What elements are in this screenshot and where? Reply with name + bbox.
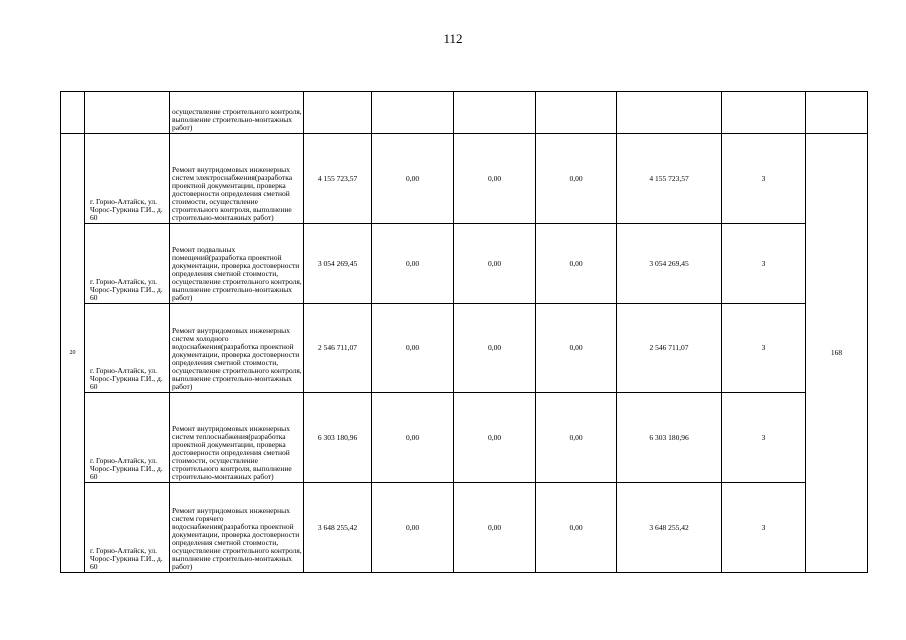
work-description-cell: Ремонт внутридомовых инженерных систем горячего водоснабжения(разработка проектной документации, проверка достоверности определения сметной стоимости, осуществление строительного контроля, выполнение строительно-монтажных работ): [170, 483, 304, 573]
work-description-cell: Ремонт внутридомовых инженерных систем холодного водоснабжения(разработка проектной документации, проверка достоверности определения сметной стоимости, осуществление строительного контроля, выполнение строительно-монтажных работ): [170, 304, 304, 393]
total-cost-cell: 4 155 723,57: [304, 134, 372, 224]
cost-cell: 0,00: [454, 483, 536, 573]
cost-cell: 2 546 711,07: [617, 304, 722, 393]
cost-cell: 0,00: [372, 483, 454, 573]
work-description-cell: Ремонт внутридомовых инженерных систем теплоснабжения(разработка проектной документации, проверка достоверности определения сметной стоимости, осуществление строительного контроля, выполнение строительно-монтажных работ): [170, 393, 304, 483]
cost-cell: [617, 92, 722, 134]
count-cell: [722, 92, 806, 134]
count-cell: 3: [722, 224, 806, 304]
address-cell: г. Горно-Алтайск, ул. Чорос-Гуркина Г.И., д. 60: [85, 224, 170, 304]
group-index-cell: 20: [61, 134, 85, 573]
cost-cell: 0,00: [536, 393, 617, 483]
count-cell: 3: [722, 483, 806, 573]
cost-cell: 4 155 723,57: [617, 134, 722, 224]
cost-cell: 0,00: [454, 134, 536, 224]
table-row-continuation: [61, 92, 868, 134]
total-cost-cell: 2 546 711,07: [304, 304, 372, 393]
cost-cell: 0,00: [372, 224, 454, 304]
cost-cell: 3 054 269,45: [617, 224, 722, 304]
address-cell: г. Горно-Алтайск, ул. Чорос-Гуркина Г.И., д. 60: [85, 304, 170, 393]
count-cell: 3: [722, 393, 806, 483]
code-cell: [806, 92, 868, 134]
table-row: [61, 483, 868, 573]
cost-cell: 0,00: [454, 224, 536, 304]
work-description-cell: Ремонт внутридомовых инженерных систем электроснабжения(разработка проектной документации, проверка достоверности определения сметной стоимости, осуществление строительного контроля, выполнение строительно-монтажных работ): [170, 134, 304, 224]
cost-cell: 0,00: [372, 134, 454, 224]
cost-cell: 0,00: [536, 483, 617, 573]
page-number: 112: [443, 31, 463, 46]
table-row: [61, 393, 868, 483]
address-cell: г. Горно-Алтайск, ул. Чорос-Гуркина Г.И., д. 60: [85, 393, 170, 483]
work-description-cell: Ремонт подвальных помещений(разработка проектной документации, проверка достоверности определения сметной стоимости, осуществление строительного контроля, выполнение строительно-монтажных работ): [170, 224, 304, 304]
cost-cell: 0,00: [536, 304, 617, 393]
total-cost-cell: 3 054 269,45: [304, 224, 372, 304]
total-cost-cell: [304, 92, 372, 134]
address-cell: [85, 92, 170, 134]
cost-cell: 0,00: [454, 304, 536, 393]
cost-cell: 6 303 180,96: [617, 393, 722, 483]
work-description-cell: осуществление строительного контроля, выполнение строительно-монтажных работ): [170, 92, 304, 134]
table-row: [61, 134, 868, 224]
count-cell: 3: [722, 304, 806, 393]
cost-cell: 0,00: [454, 393, 536, 483]
total-cost-cell: 3 648 255,42: [304, 483, 372, 573]
address-cell: г. Горно-Алтайск, ул. Чорос-Гуркина Г.И., д. 60: [85, 134, 170, 224]
capital-repair-table: [60, 91, 868, 573]
cost-cell: [536, 92, 617, 134]
cost-cell: 0,00: [372, 304, 454, 393]
cost-cell: [454, 92, 536, 134]
cost-cell: 0,00: [536, 224, 617, 304]
total-cost-cell: 6 303 180,96: [304, 393, 372, 483]
cost-cell: 3 648 255,42: [617, 483, 722, 573]
group-code-cell: 168: [806, 134, 868, 573]
table-row: [61, 304, 868, 393]
cost-cell: [372, 92, 454, 134]
table-row: [61, 224, 868, 304]
cost-cell: 0,00: [372, 393, 454, 483]
cost-cell: 0,00: [536, 134, 617, 224]
address-cell: г. Горно-Алтайск, ул. Чорос-Гуркина Г.И., д. 60: [85, 483, 170, 573]
index-cell: [61, 92, 85, 134]
count-cell: 3: [722, 134, 806, 224]
